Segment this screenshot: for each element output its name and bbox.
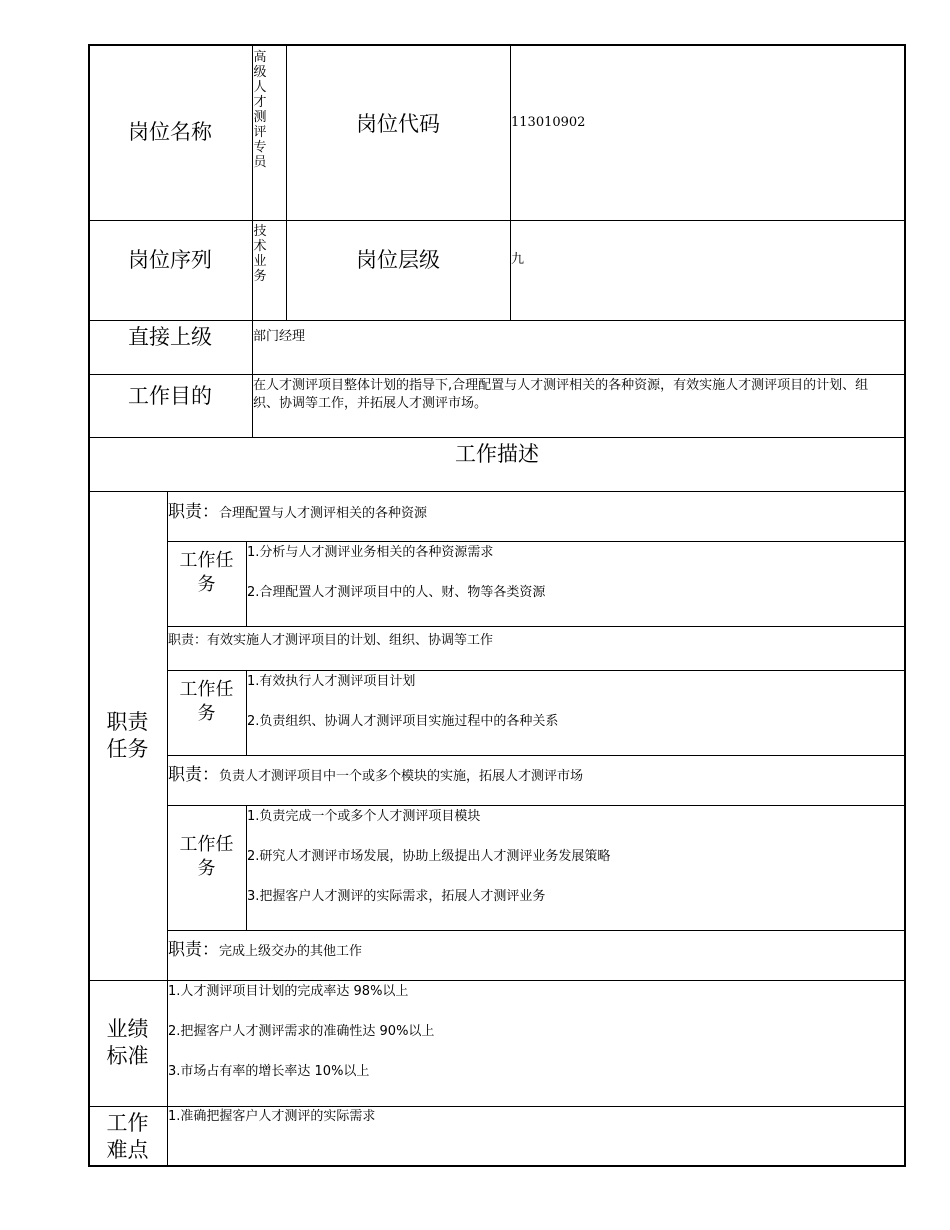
duty-prefix: 职责： (168, 502, 219, 522)
post-code-value: 113010902 (511, 115, 586, 130)
row-divider (88, 980, 906, 981)
task-label: 工作任务 (179, 550, 234, 595)
performance-item: 1.人才测评项目计划的完成率达 98%以上 (168, 984, 409, 999)
post-series-value: 技术业务 (253, 224, 267, 284)
duties-section-label: 职责任务 (106, 709, 149, 761)
row-divider (167, 805, 906, 806)
task-item: 2.负责组织、协调人才测评项目实施过程中的各种关系 (247, 714, 559, 729)
performance-item: 2.把握客户人才测评需求的准确性达 90%以上 (168, 1024, 435, 1039)
duty-prefix: 职责： (168, 633, 208, 648)
task-item: 1.有效执行人才测评项目计划 (247, 674, 416, 689)
difficulty-item: 1.准确把握客户人才测评的实际需求 (168, 1109, 376, 1124)
col-divider (510, 44, 511, 320)
duty-text: 负责人才测评项目中一个或多个模块的实施，拓展人才测评市场 (219, 769, 584, 784)
row-divider (167, 541, 906, 542)
row-divider (167, 626, 906, 627)
duty-text: 完成上级交办的其他工作 (219, 944, 363, 959)
row-divider (167, 930, 906, 931)
section-title: 工作描述 (455, 441, 539, 466)
superior-value: 部门经理 (253, 329, 306, 344)
task-label: 工作任务 (179, 834, 234, 879)
task-item: 2.合理配置人才测评项目中的人、财、物等各类资源 (247, 585, 546, 600)
performance-item: 3.市场占有率的增长率达 10%以上 (168, 1064, 370, 1079)
purpose-value: 在人才测评项目整体计划的指导下,合理配置与人才测评相关的各种资源，有效实施人才测评项目的计划、组织、协调等工作，并拓展人才测评市场。 (253, 378, 869, 411)
task-item: 1.负责完成一个或多个人才测评项目模块 (247, 809, 481, 824)
difficulty-label: 工作难点 (106, 1110, 149, 1162)
duty-prefix: 职责： (168, 765, 219, 785)
row-divider (167, 755, 906, 756)
duty-row (168, 760, 583, 785)
duty-row (168, 629, 493, 648)
duty-row (168, 497, 427, 522)
duty-row (168, 935, 362, 960)
post-code-label: 岗位代码 (356, 111, 440, 136)
post-series-label: 岗位序列 (128, 247, 212, 272)
row-divider (88, 1106, 906, 1107)
post-level-value: 九 (511, 252, 525, 267)
superior-label: 直接上级 (128, 324, 212, 349)
row-divider (167, 670, 906, 671)
task-item: 2.研究人才测评市场发展，协助上级提出人才测评业务发展策略 (247, 849, 611, 864)
duty-prefix: 职责： (168, 940, 219, 960)
task-label: 工作任务 (179, 679, 234, 724)
purpose-label: 工作目的 (128, 383, 212, 408)
post-name-label: 岗位名称 (128, 119, 212, 144)
row-divider (88, 491, 906, 492)
performance-label: 业绩标准 (106, 1017, 149, 1068)
post-level-label: 岗位层级 (356, 247, 440, 272)
task-item: 3.把握客户人才测评的实际需求，拓展人才测评业务 (247, 889, 546, 904)
duty-text: 合理配置与人才测评相关的各种资源 (219, 506, 428, 521)
post-name-value: 高级人才测评专员 (253, 50, 267, 170)
task-item: 1.分析与人才测评业务相关的各种资源需求 (247, 545, 494, 560)
duty-text: 有效实施人才测评项目的计划、组织、协调等工作 (207, 633, 494, 648)
